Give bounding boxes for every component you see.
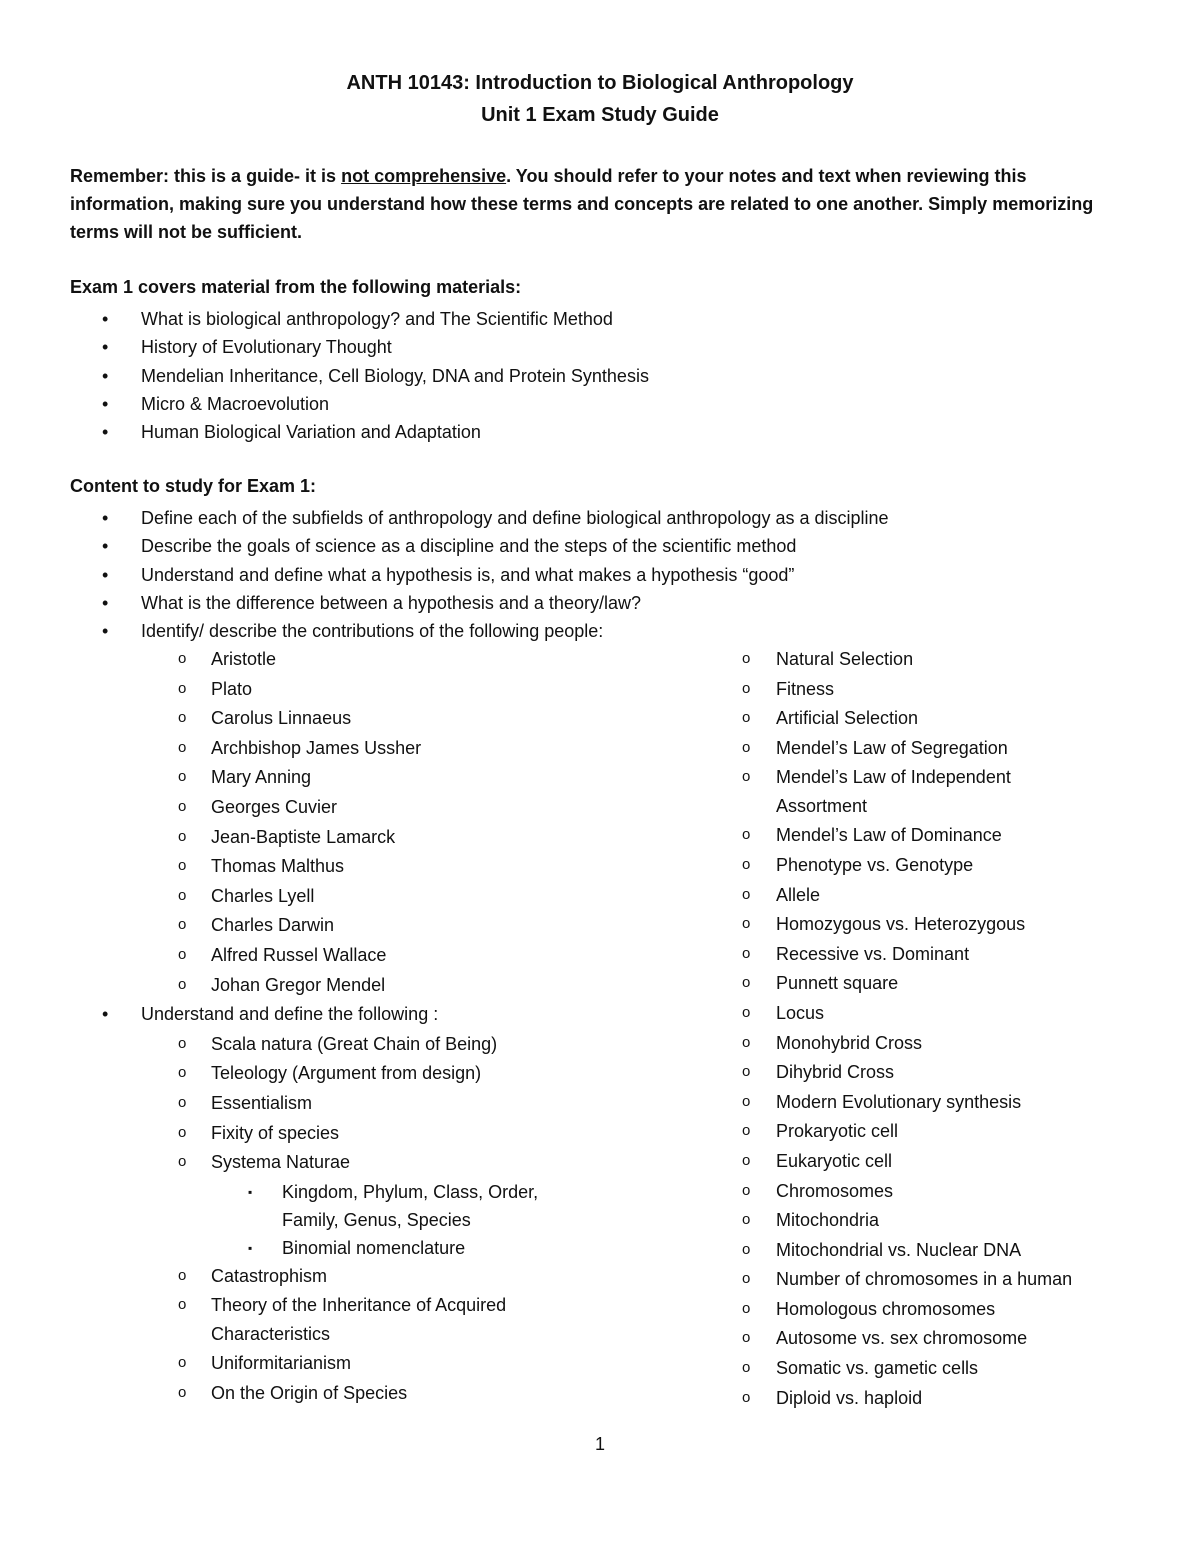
term-item: o Natural Selection bbox=[0, 645, 1200, 675]
term-item: o Catastrophism bbox=[0, 1262, 700, 1292]
term-item: o Monohybrid Cross bbox=[0, 1029, 1200, 1059]
list-item: • What is biological anthropology? and The Scientific Method bbox=[0, 305, 1200, 333]
circle-bullet-icon: o bbox=[178, 1383, 187, 1401]
circle-bullet-icon: o bbox=[178, 1266, 187, 1284]
term-item: o Scala natura (Great Chain of Being) bbox=[0, 1030, 700, 1060]
circle-bullet-icon: o bbox=[742, 1388, 751, 1406]
circle-bullet-icon: o bbox=[742, 944, 751, 962]
circle-bullet-icon: o bbox=[742, 915, 751, 933]
person-item: o Johan Gregor Mendel bbox=[0, 971, 700, 1001]
circle-bullet-icon: o bbox=[742, 1151, 751, 1169]
materials-heading: Exam 1 covers material from the following materials: bbox=[70, 277, 522, 297]
bullet-icon: • bbox=[102, 422, 109, 443]
term-item: o Allele bbox=[0, 881, 1200, 911]
term-item: o Diploid vs. haploid bbox=[0, 1384, 1200, 1414]
circle-bullet-icon: o bbox=[178, 738, 187, 756]
list-item: • Identify/ describe the contributions of the following people: bbox=[0, 617, 1200, 645]
circle-bullet-icon: o bbox=[178, 1354, 187, 1372]
square-bullet-icon: ▪ bbox=[248, 1240, 253, 1255]
list-item: • Define each of the subfields of anthropology and define biological anthropology as a discipline bbox=[0, 504, 1200, 532]
circle-bullet-icon: o bbox=[178, 975, 187, 993]
page-number: 1 bbox=[594, 1434, 605, 1454]
remember-note bbox=[70, 162, 1130, 246]
right-column bbox=[0, 645, 1200, 1413]
list-item: • Describe the goals of science as a discipline and the steps of the scientific method bbox=[0, 532, 1200, 560]
term-item: o Teleology (Argument from design) bbox=[0, 1059, 700, 1089]
circle-bullet-icon: o bbox=[742, 768, 751, 786]
circle-bullet-icon: o bbox=[742, 1299, 751, 1317]
list-item: • Human Biological Variation and Adaptation bbox=[0, 418, 1200, 446]
person-item: o Charles Darwin bbox=[0, 911, 700, 941]
remember-text-2: . You should refer to your notes and text when reviewing this information, making sure you understand how these terms and concepts are related to one another. Simply memorizing terms will not be sufficient. bbox=[70, 166, 1094, 242]
remember-underlined: not comprehensive bbox=[341, 166, 507, 186]
person-item: o Jean-Baptiste Lamarck bbox=[0, 823, 700, 853]
circle-bullet-icon: o bbox=[178, 709, 187, 727]
list-item: • History of Evolutionary Thought bbox=[0, 333, 1200, 361]
circle-bullet-icon: o bbox=[742, 855, 751, 873]
term-item: o Phenotype vs. Genotype bbox=[0, 851, 1200, 881]
person-item: o Aristotle bbox=[0, 645, 700, 675]
person-item: o Charles Lyell bbox=[0, 882, 700, 912]
term-item: o Essentialism bbox=[0, 1089, 700, 1119]
term-item: o Number of chromosomes in a human bbox=[0, 1265, 1200, 1295]
term-item: o Locus bbox=[0, 999, 1200, 1029]
circle-bullet-icon: o bbox=[178, 1034, 187, 1052]
bullet-icon: • bbox=[102, 621, 109, 642]
circle-bullet-icon: o bbox=[178, 650, 187, 667]
materials-list bbox=[0, 305, 1200, 446]
circle-bullet-icon: o bbox=[178, 886, 187, 904]
term-item: o Eukaryotic cell bbox=[0, 1147, 1200, 1177]
term-item: o Somatic vs. gametic cells bbox=[0, 1354, 1200, 1384]
term-item: o Homologous chromosomes bbox=[0, 1295, 1200, 1325]
circle-bullet-icon: o bbox=[178, 679, 187, 697]
bullet-icon: • bbox=[102, 337, 109, 358]
circle-bullet-icon: o bbox=[178, 768, 187, 786]
circle-bullet-icon: o bbox=[178, 797, 187, 815]
term-item: o Homozygous vs. Heterozygous bbox=[0, 910, 1200, 940]
term-item: o On the Origin of Species bbox=[0, 1379, 700, 1409]
bullet-icon: • bbox=[102, 1004, 109, 1025]
term-item: o Modern Evolutionary synthesis bbox=[0, 1088, 1200, 1118]
person-item: o Carolus Linnaeus bbox=[0, 704, 700, 734]
bullet-icon: • bbox=[102, 592, 109, 613]
circle-bullet-icon: o bbox=[178, 945, 187, 963]
circle-bullet-icon: o bbox=[178, 1093, 187, 1111]
term-item: o Dihybrid Cross bbox=[0, 1058, 1200, 1088]
circle-bullet-icon: o bbox=[742, 679, 751, 697]
circle-bullet-icon: o bbox=[178, 1153, 187, 1171]
circle-bullet-icon: o bbox=[742, 1240, 751, 1258]
circle-bullet-icon: o bbox=[742, 974, 751, 992]
circle-bullet-icon: o bbox=[742, 1003, 751, 1021]
circle-bullet-icon: o bbox=[178, 857, 187, 875]
bullet-icon: • bbox=[102, 564, 109, 585]
circle-bullet-icon: o bbox=[742, 826, 751, 844]
person-item: o Thomas Malthus bbox=[0, 852, 700, 882]
circle-bullet-icon: o bbox=[178, 916, 187, 934]
circle-bullet-icon: o bbox=[178, 1123, 187, 1141]
list-item: • Understand and define what a hypothesis is, and what makes a hypothesis “good” bbox=[0, 561, 1200, 589]
circle-bullet-icon: o bbox=[178, 1064, 187, 1082]
content-heading: Content to study for Exam 1: bbox=[70, 476, 317, 496]
circle-bullet-icon: o bbox=[742, 738, 751, 756]
content-list bbox=[0, 504, 1200, 645]
term-item: o Mendel’s Law of Dominance bbox=[0, 821, 1200, 851]
circle-bullet-icon: o bbox=[742, 1033, 751, 1051]
page-subtitle: Unit 1 Exam Study Guide bbox=[481, 104, 719, 126]
term-item: o Recessive vs. Dominant bbox=[0, 940, 1200, 970]
term-item: o Theory of the Inheritance of Acquired Characteristics bbox=[0, 1291, 700, 1349]
bullet-icon: • bbox=[102, 365, 109, 386]
term-item: o Prokaryotic cell bbox=[0, 1117, 1200, 1147]
circle-bullet-icon: o bbox=[742, 1122, 751, 1140]
person-item: o Alfred Russel Wallace bbox=[0, 941, 700, 971]
term-item: o Uniformitarianism bbox=[0, 1349, 700, 1379]
person-item: o Mary Anning bbox=[0, 763, 700, 793]
term-item: o Chromosomes bbox=[0, 1177, 1200, 1207]
term-item: o Mitochondrial vs. Nuclear DNA bbox=[0, 1236, 1200, 1266]
term-item: o Systema Naturae bbox=[0, 1148, 700, 1178]
sub-term-item: ▪ Binomial nomenclature bbox=[0, 1234, 700, 1262]
circle-bullet-icon: o bbox=[742, 1211, 751, 1229]
term-item: o Mendel’s Law of Segregation bbox=[0, 734, 1200, 764]
term-item: o Punnett square bbox=[0, 969, 1200, 999]
sub-term-item: ▪ Kingdom, Phylum, Class, Order, Family, Genus, Species bbox=[0, 1178, 700, 1234]
list-item: • Mendelian Inheritance, Cell Biology, DNA and Protein Synthesis bbox=[0, 362, 1200, 390]
term-item: o Fitness bbox=[0, 675, 1200, 705]
circle-bullet-icon: o bbox=[742, 1359, 751, 1377]
circle-bullet-icon: o bbox=[742, 1063, 751, 1081]
circle-bullet-icon: o bbox=[742, 1329, 751, 1347]
term-item: o Mendel’s Law of Independent Assortment bbox=[0, 763, 1200, 821]
person-item: o Georges Cuvier bbox=[0, 793, 700, 823]
circle-bullet-icon: o bbox=[742, 1181, 751, 1199]
bullet-icon: • bbox=[102, 309, 109, 329]
circle-bullet-icon: o bbox=[742, 709, 751, 727]
square-bullet-icon: ▪ bbox=[248, 1184, 253, 1199]
circle-bullet-icon: o bbox=[742, 885, 751, 903]
list-item: • What is the difference between a hypothesis and a theory/law? bbox=[0, 589, 1200, 617]
remember-text-1: Remember: this is a guide- it is bbox=[70, 166, 342, 186]
list-item: • Understand and define the following : bbox=[0, 1000, 700, 1030]
circle-bullet-icon: o bbox=[742, 650, 751, 667]
circle-bullet-icon: o bbox=[178, 827, 187, 845]
bullet-icon: • bbox=[102, 536, 109, 557]
term-item: o Autosome vs. sex chromosome bbox=[0, 1324, 1200, 1354]
term-item: o Fixity of species bbox=[0, 1119, 700, 1149]
term-item: o Mitochondria bbox=[0, 1206, 1200, 1236]
term-item: o Artificial Selection bbox=[0, 704, 1200, 734]
circle-bullet-icon: o bbox=[742, 1092, 751, 1110]
circle-bullet-icon: o bbox=[178, 1296, 187, 1314]
person-item: o Archbishop James Ussher bbox=[0, 734, 700, 764]
list-item: • Micro & Macroevolution bbox=[0, 390, 1200, 418]
circle-bullet-icon: o bbox=[742, 1270, 751, 1288]
page-title: ANTH 10143: Introduction to Biological Anthropology bbox=[346, 72, 854, 94]
person-item: o Plato bbox=[0, 675, 700, 705]
bullet-icon: • bbox=[102, 393, 109, 414]
bullet-icon: • bbox=[102, 508, 109, 528]
